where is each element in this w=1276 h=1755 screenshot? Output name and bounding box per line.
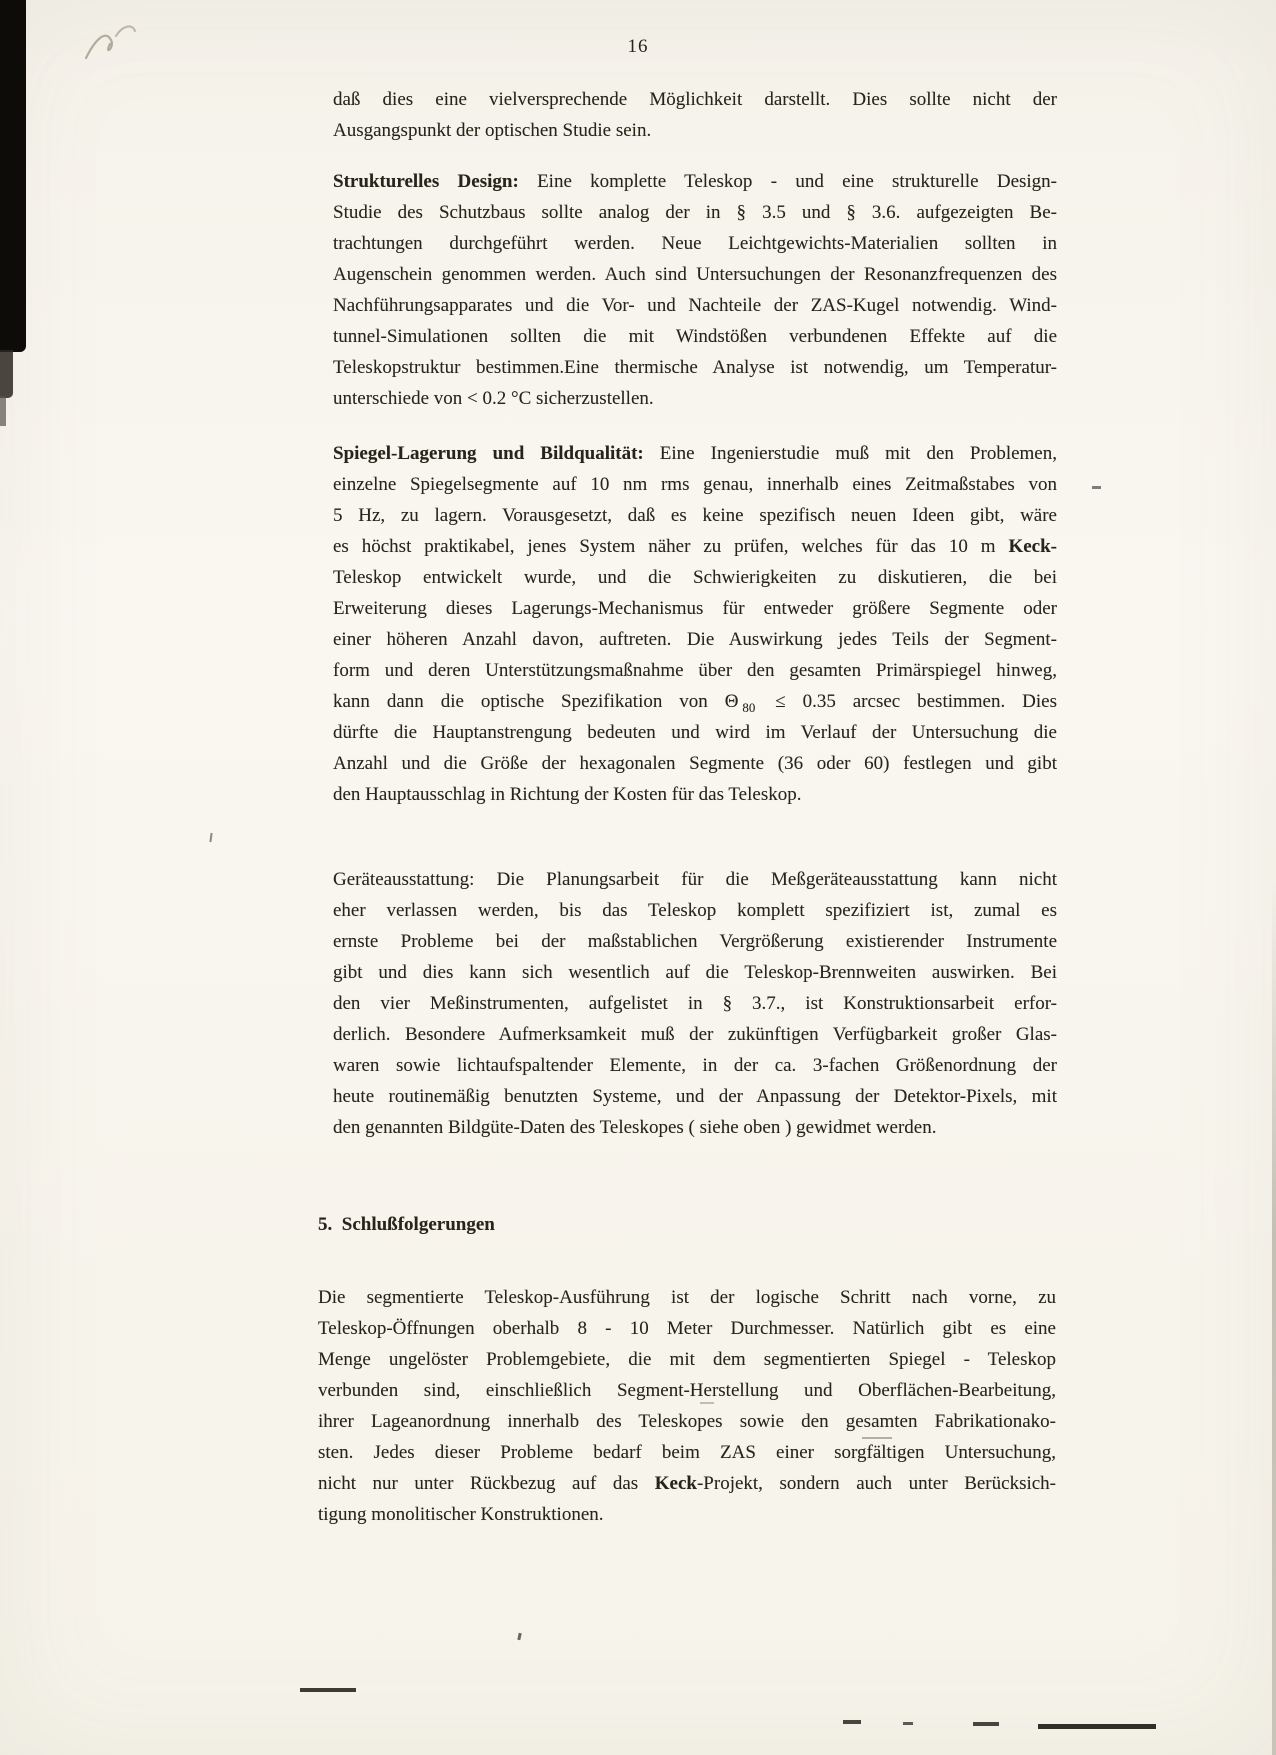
text-segment: 5 Hz, zu lagern. Vorausgesetzt, daß es keine spezifisch neuen Ideen gibt, wäre <box>333 505 1057 526</box>
text-segment: den genannten Bildgüte-Daten des Teleskopes ( siehe oben ) gewidmet werden. <box>333 1117 937 1138</box>
text-segment: dürfte die Hauptanstrengung bedeuten und wird im Verlauf der Untersuchung die <box>333 722 1057 743</box>
scan-artifact <box>517 1633 521 1640</box>
page-number: 16 <box>627 36 649 57</box>
text-segment: es höchst praktikabel, jenes System näher zu prüfen, welches für das 10 m <box>333 536 1009 557</box>
text-line <box>333 383 1057 414</box>
text-line <box>333 531 1057 562</box>
text-segment: ihrer Lageanordnung innerhalb des Teleskopes sowie den gesamten Fabrikationako- <box>318 1411 1056 1432</box>
paragraph <box>333 166 1057 414</box>
text-segment: ernste Probleme bei der maßstablichen Vergrößerung existierender Instrumente <box>333 931 1057 952</box>
text-segment: Spiegel-Lagerung und Bildqualität: <box>333 443 644 464</box>
text-segment: den Hauptausschlag in Richtung der Kosten für das Teleskop. <box>333 784 802 805</box>
text-segment: Keck- <box>1008 536 1057 557</box>
text-line <box>333 895 1057 926</box>
text-line <box>333 115 1057 146</box>
scan-edge-shadow <box>1272 880 1276 1755</box>
text-segment: -Projekt, sondern auch unter Berücksich- <box>696 1473 1056 1494</box>
text-segment: Teleskop-Öffnungen oberhalb 8 - 10 Meter Durchmesser. Natürlich gibt es eine <box>318 1318 1056 1339</box>
document-body <box>318 84 1057 1530</box>
text-segment: form und deren Unterstützungsmaßnahme über den gesamten Primärspiegel hinweg, <box>333 660 1057 681</box>
text-line <box>318 1468 1056 1499</box>
text-line <box>333 1081 1057 1112</box>
section-heading <box>318 1209 1056 1240</box>
text-line <box>333 197 1057 228</box>
scan-artifact <box>1038 1724 1156 1729</box>
text-line <box>333 748 1057 779</box>
scan-artifact <box>903 1722 913 1725</box>
text-line <box>333 957 1057 988</box>
text-line <box>333 655 1057 686</box>
text-segment: sten. Jedes dieser Probleme bedarf beim ZAS einer sorgfältigen Untersuchung, <box>318 1442 1056 1463</box>
text-segment: gibt und dies kann sich wesentlich auf die Teleskop-Brennweiten auswirken. Bei <box>333 962 1057 983</box>
text-segment: einzelne Spiegelsegmente auf 10 nm rms genau, innerhalb eines Zeitmaßstabes von <box>333 474 1057 495</box>
text-line <box>333 352 1057 383</box>
text-segment: trachtungen durchgeführt werden. Neue Leichtgewichts-Materialien sollten in <box>333 233 1057 254</box>
text-line <box>333 988 1057 1019</box>
text-segment: Teleskop entwickelt wurde, und die Schwierigkeiten zu diskutieren, die bei <box>333 567 1057 588</box>
text-line <box>333 1019 1057 1050</box>
text-segment: tunnel-Simulationen sollten die mit Windstößen verbundenen Effekte auf die <box>333 326 1057 347</box>
text-line <box>318 1499 1056 1530</box>
text-segment: Eine komplette Teleskop - und eine strukturelle Design- <box>518 171 1057 192</box>
text-segment: Nachführungsapparates und die Vor- und Nachteile der ZAS-Kugel notwendig. Wind- <box>333 295 1057 316</box>
text-segment: 5. Schlußfolgerungen <box>318 1214 495 1235</box>
text-line <box>318 1282 1056 1313</box>
text-segment: Die segmentierte Teleskop-Ausführung ist der logische Schritt nach vorne, zu <box>318 1287 1056 1308</box>
text-segment: Teleskopstruktur bestimmen.Eine thermische Analyse ist notwendig, um Temperatur- <box>333 357 1057 378</box>
text-segment: Ausgangspunkt der optischen Studie sein. <box>333 120 652 141</box>
text-segment: Geräteausstattung: Die Planungsarbeit für die Meßgeräteausstattung kann nicht <box>333 869 1057 890</box>
paragraph <box>333 84 1057 146</box>
text-line <box>333 593 1057 624</box>
scan-artifact <box>300 1688 356 1692</box>
text-segment: Menge ungelöster Problemgebiete, die mit dem segmentierten Spiegel - Teleskop <box>318 1349 1056 1370</box>
text-segment: eher verlassen werden, bis das Teleskop komplett spezifiziert ist, zumal es <box>333 900 1057 921</box>
text-segment: den vier Meßinstrumenten, aufgelistet in § 3.7., ist Konstruktionsarbeit erfor- <box>333 993 1057 1014</box>
text-segment: 80 <box>742 700 756 716</box>
text-line <box>333 321 1057 352</box>
text-segment: nicht nur unter Rückbezug auf das <box>318 1473 655 1494</box>
text-segment: Keck <box>654 1473 697 1494</box>
text-line <box>333 1050 1057 1081</box>
text-line <box>333 1112 1057 1143</box>
text-line <box>333 717 1057 748</box>
paragraph <box>318 1282 1056 1530</box>
scan-artifact <box>843 1720 861 1724</box>
scan-artifact <box>209 833 212 842</box>
text-line <box>318 1406 1056 1437</box>
text-line <box>333 438 1057 469</box>
text-segment: Studie des Schutzbaus sollte analog der in § 3.5 und § 3.6. aufgezeigten Be- <box>333 202 1057 223</box>
text-segment: verbunden sind, einschließlich Segment-Herstellung und Oberflächen-Bearbeitung, <box>318 1380 1056 1401</box>
scan-artifact <box>973 1722 999 1726</box>
text-line <box>333 290 1057 321</box>
text-segment: Eine Ingenierstudie muß mit den Problemen, <box>643 443 1057 464</box>
text-segment: kann dann die optische Spezifikation von Θ <box>333 691 739 712</box>
scan-artifact <box>1092 486 1101 489</box>
scan-edge-bar <box>0 350 13 398</box>
text-line <box>333 864 1057 895</box>
text-segment: waren sowie lichtaufspaltender Elemente, in der ca. 3-fachen Größenordnung der <box>333 1055 1057 1076</box>
text-line <box>333 562 1057 593</box>
text-line <box>333 686 1057 717</box>
text-line <box>333 624 1057 655</box>
text-line <box>333 84 1057 115</box>
text-segment: daß dies eine vielversprechende Möglichkeit darstellt. Dies sollte nicht der <box>333 89 1057 110</box>
text-line <box>333 469 1057 500</box>
text-line <box>333 166 1057 197</box>
text-line <box>333 228 1057 259</box>
text-line <box>318 1375 1056 1406</box>
text-line <box>318 1344 1056 1375</box>
text-line <box>333 779 1057 810</box>
text-segment: Strukturelles Design: <box>333 171 519 192</box>
text-segment: tigung monolitischer Konstruktionen. <box>318 1504 604 1525</box>
text-segment: ≤ 0.35 arcsec bestimmen. Dies <box>758 691 1057 712</box>
text-segment: derlich. Besondere Aufmerksamkeit muß der zukünftigen Verfügbarkeit großer Glas- <box>333 1024 1057 1045</box>
text-line <box>333 926 1057 957</box>
text-segment: heute routinemäßig benutzten Systeme, und der Anpassung der Detektor-Pixels, mit <box>333 1086 1057 1107</box>
text-line <box>318 1437 1056 1468</box>
text-line <box>333 500 1057 531</box>
paragraph <box>333 864 1057 1143</box>
scan-edge-bar <box>0 396 6 426</box>
text-line <box>333 259 1057 290</box>
text-line <box>318 1313 1056 1344</box>
text-segment: Augenschein genommen werden. Auch sind Untersuchungen der Resonanzfrequenzen des <box>333 264 1057 285</box>
text-segment: einer höheren Anzahl davon, auftreten. Die Auswirkung jedes Teils der Segment- <box>333 629 1057 650</box>
text-segment: Anzahl und die Größe der hexagonalen Segmente (36 oder 60) festlegen und gibt <box>333 753 1057 774</box>
text-segment: Erweiterung dieses Lagerungs-Mechanismus für entweder größere Segmente oder <box>333 598 1057 619</box>
text-line <box>318 1209 1056 1240</box>
paragraph <box>333 438 1057 810</box>
text-segment: unterschiede von < 0.2 °C sicherzustellen. <box>333 388 654 409</box>
